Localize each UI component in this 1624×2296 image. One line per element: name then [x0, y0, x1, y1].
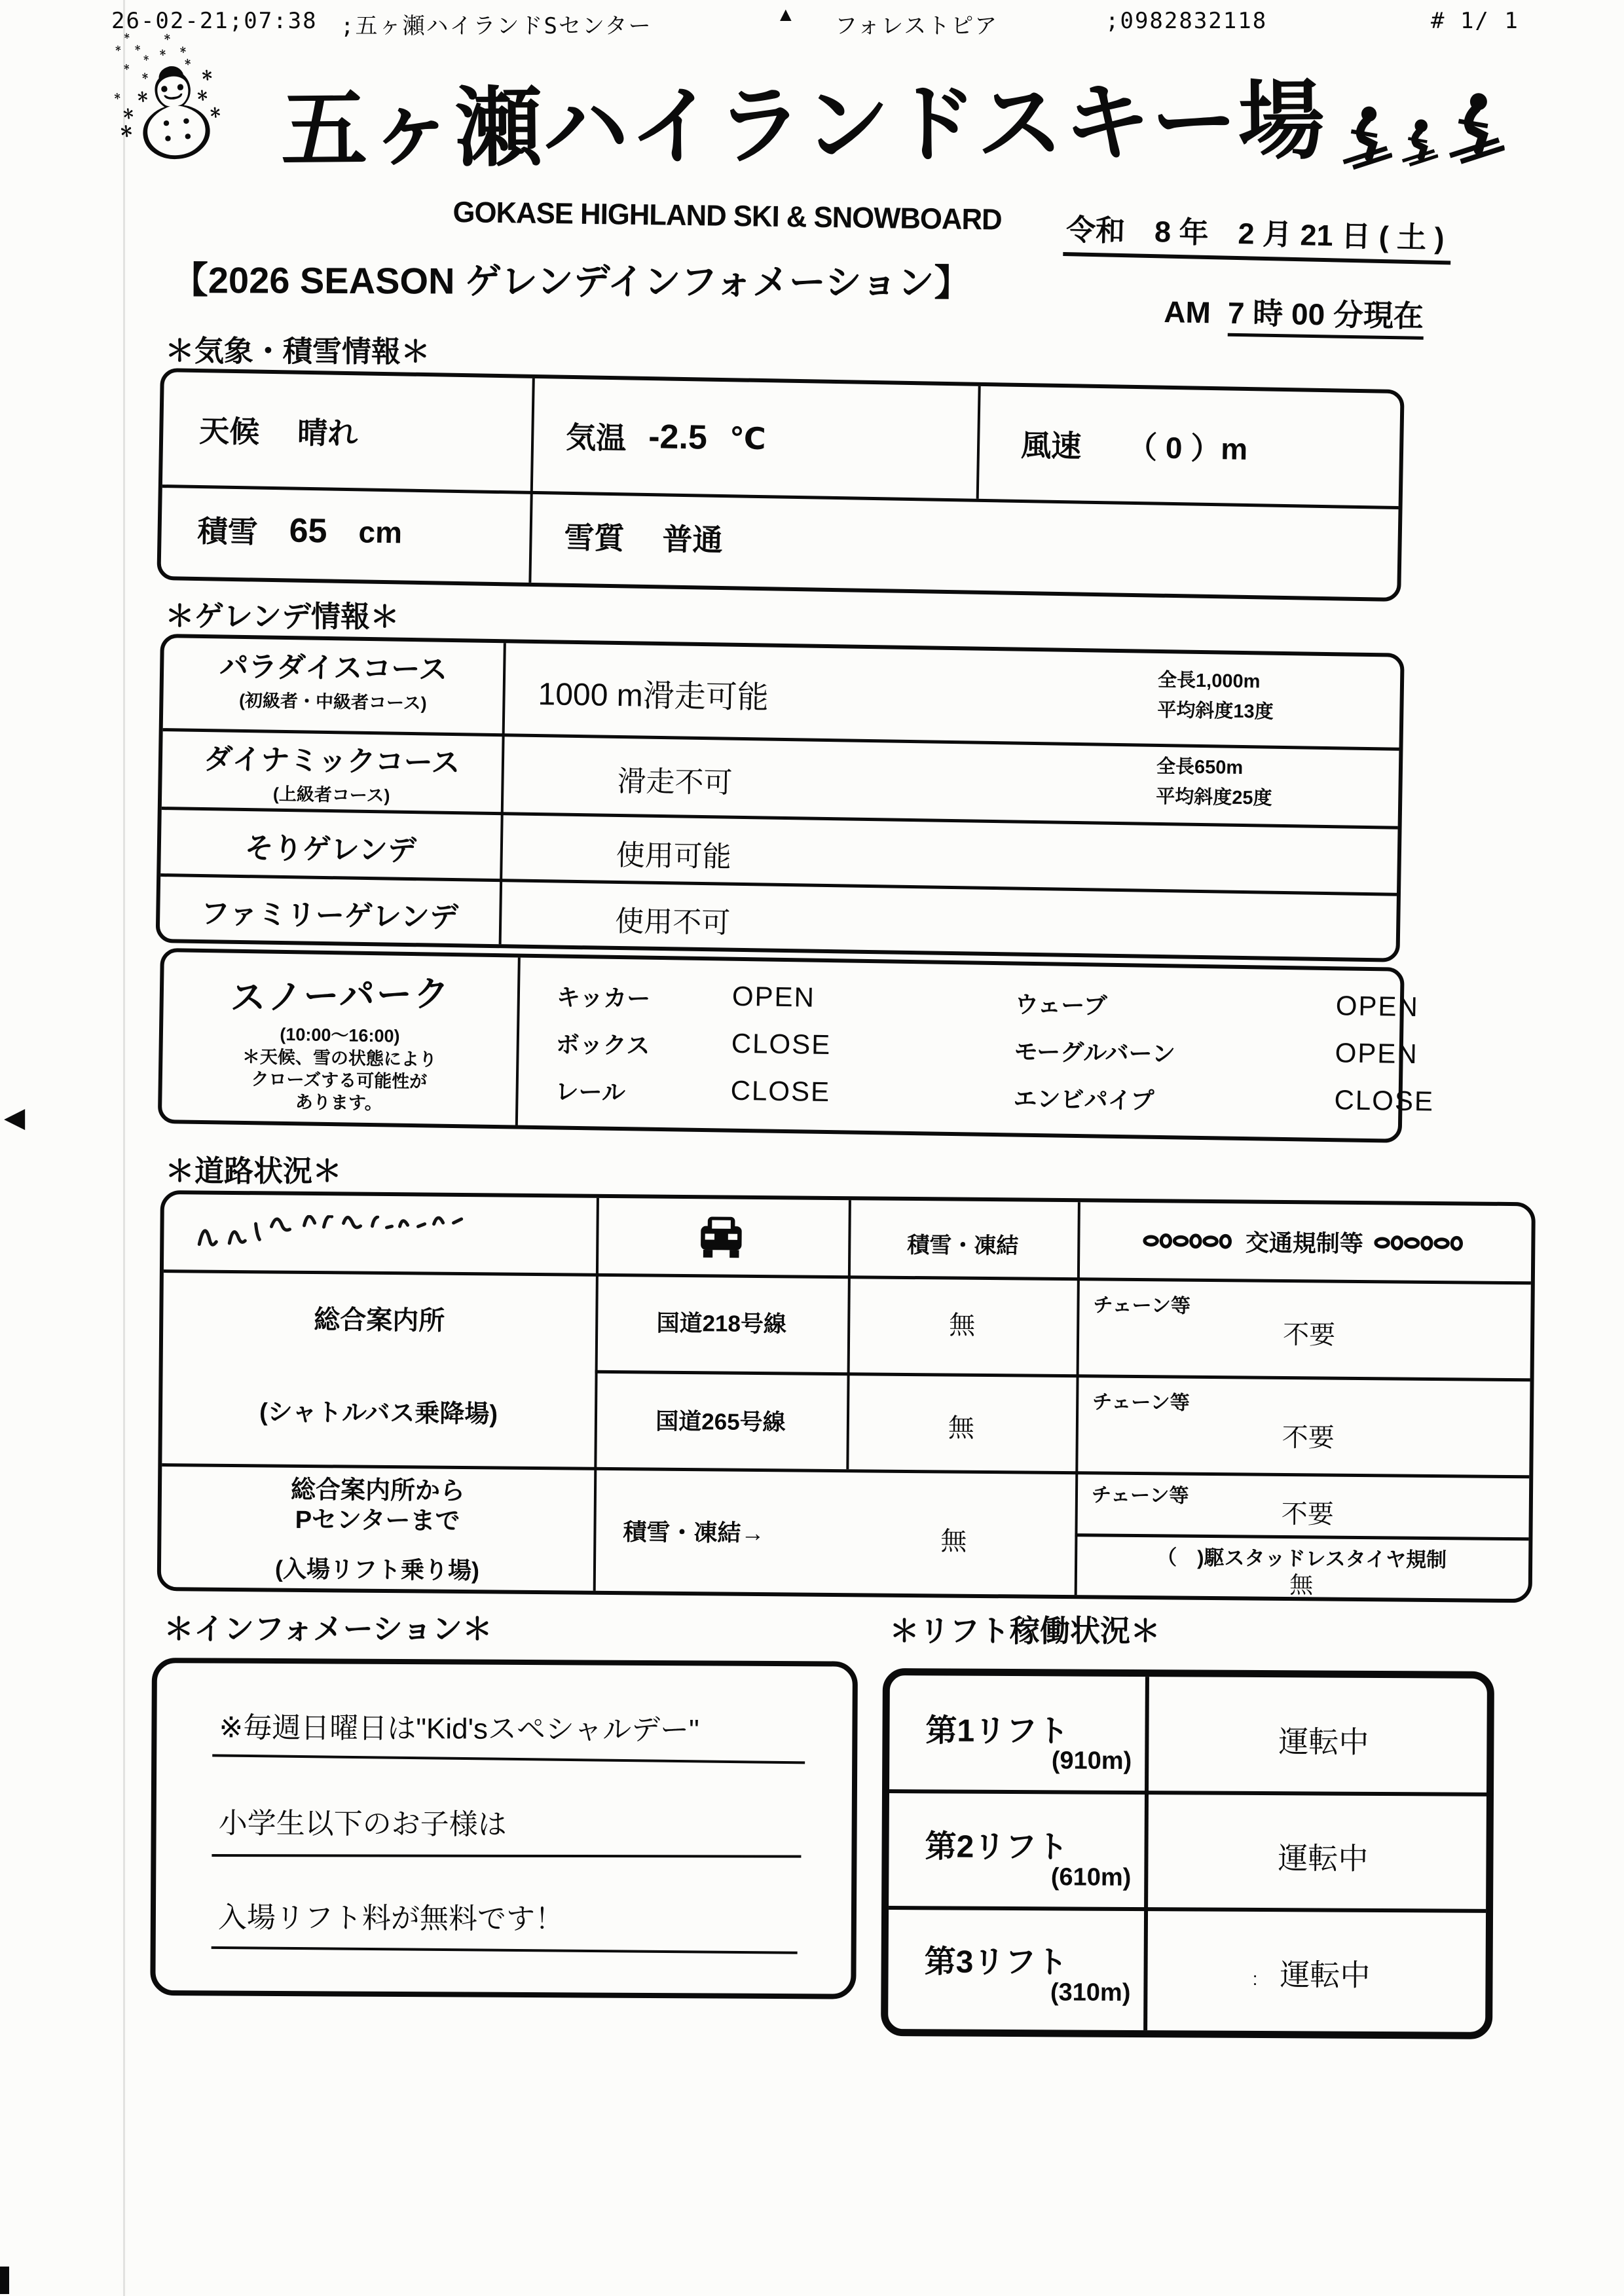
report-time-value: 7 時 00 分現在 — [1227, 296, 1424, 340]
info-underline — [212, 1854, 801, 1858]
course-sub: (初級者・中級者コース) — [238, 690, 427, 714]
road-chain-label: チェーン等 — [1092, 1391, 1190, 1414]
park-item-label: キッカー — [556, 983, 651, 1012]
report-time — [1164, 288, 1424, 336]
road-snow-value: 無 — [948, 1413, 975, 1443]
scan-artifact-line — [123, 0, 125, 2296]
weather-quality-cell — [563, 492, 723, 582]
temp-unit: ℃ — [729, 421, 767, 456]
snowpark-note: ＊天候、雪の状態により クローズする可能性が あります。 — [242, 1046, 437, 1113]
lifts-heading: ＊リフト稼働状況＊ — [889, 1614, 1160, 1648]
snowpark-hours: (10:00～16:00) — [280, 1024, 400, 1046]
car-icon — [695, 1213, 747, 1260]
skier-child-icon — [1397, 117, 1439, 168]
course-name: そりゲレンデ — [244, 832, 417, 867]
lift-name: 第1リフト — [925, 1713, 1069, 1749]
skier-icon — [1336, 102, 1393, 170]
season-title: 【2026 SEASON ゲレンデインフォメーション】 — [171, 259, 971, 304]
temp-label: 気温 — [565, 420, 627, 456]
road-table — [157, 1190, 1536, 1603]
scan-artifact-mark — [0, 2267, 9, 2294]
road-place: 総合案内所から Pセンターまで — [290, 1476, 466, 1535]
course-status: 1000 m滑走可能 — [538, 677, 769, 716]
course-spec: 全長650m 平均斜度25度 — [1156, 756, 1272, 810]
park-item-status: CLOSE — [1334, 1084, 1435, 1117]
road-route: 国道265号線 — [655, 1408, 786, 1436]
sky-value: 晴れ — [297, 415, 358, 451]
lift-status: : 運転中 — [1252, 1958, 1371, 1992]
road-place-sub: (シャトルバス乗降場) — [259, 1398, 498, 1429]
course-name: ファミリーゲレンデ — [200, 898, 459, 934]
park-item-status: CLOSE — [730, 1074, 831, 1108]
gelande-table — [156, 634, 1405, 962]
wind-label: 風速 — [1020, 428, 1082, 464]
information-box — [150, 1658, 858, 1999]
road-snow-value: 無 — [949, 1311, 976, 1340]
quality-label: 雪質 — [564, 520, 625, 556]
park-item-label: モーグルバーン — [1014, 1038, 1176, 1068]
snow-value: 65 — [289, 511, 328, 551]
course-spec: 全長1,000m 平均斜度13度 — [1157, 669, 1274, 723]
road-header-snow: 積雪・凍結 — [907, 1232, 1019, 1259]
info-underline — [212, 1946, 798, 1954]
park-item-status: OPEN — [731, 980, 816, 1013]
fax-phone: ;0982832118 — [1105, 8, 1268, 34]
temp-value: -2.5 — [648, 418, 708, 457]
course-name: ダイナミックコース — [204, 743, 460, 780]
road-tire-label: （ )駆スタッドレスタイヤ規制 — [1156, 1546, 1447, 1572]
snowpark-table — [158, 948, 1435, 1143]
wind-value: （ 0 ）m — [1126, 429, 1248, 466]
fax-timestamp: 26-02-21;07:38 — [111, 8, 318, 34]
road-header-regulation: 交通規制等 — [1245, 1229, 1364, 1258]
info-underline — [212, 1754, 805, 1764]
snowman-icon: ☃ — [96, 26, 239, 196]
information-heading: ＊インフォメーション＊ — [164, 1612, 492, 1646]
weather-sky-cell — [198, 373, 359, 488]
road-snow-label: 積雪・凍結→ — [623, 1518, 765, 1547]
park-item-label: ウェーブ — [1014, 991, 1107, 1019]
course-status: 使用不可 — [614, 905, 731, 939]
road-chain-label: チェーン等 — [1091, 1484, 1189, 1507]
park-item-status: OPEN — [1335, 990, 1420, 1023]
weather-table — [157, 368, 1404, 602]
info-line: ※毎週日曜日は"Kid'sスペシャルデー" — [219, 1711, 699, 1747]
fax-marker-icon: ▲ — [776, 4, 796, 26]
lift-status: 運転中 — [1278, 1841, 1369, 1876]
fax-page-number: # 1/ 1 — [1431, 8, 1519, 34]
margin-arrow-icon: ◀ — [4, 1102, 26, 1133]
road-heading: ＊道路状況＊ — [165, 1154, 342, 1188]
road-route: 国道218号線 — [656, 1310, 787, 1338]
course-sub: (上級者コース) — [272, 784, 390, 806]
park-item-status: OPEN — [1335, 1037, 1419, 1070]
snowpark-title: スノーパーク — [229, 974, 452, 1018]
road-header-regulation-cell — [1077, 1202, 1532, 1281]
report-date: 令和 8 年 2 月 21 日 ( 土 ) — [1063, 206, 1451, 264]
handwritten-scribble — [191, 1214, 572, 1256]
park-item-label: ボックス — [555, 1030, 650, 1059]
skier-icon — [1441, 88, 1505, 165]
snowpark-left-cell — [162, 965, 517, 1117]
lift-name: 第3リフト — [924, 1944, 1068, 1980]
park-item-label: レール — [555, 1078, 626, 1106]
info-line: 入場リフト料が無料です！ — [217, 1901, 564, 1936]
lift-status: 運転中 — [1278, 1724, 1369, 1759]
fax-sender: ;五ヶ瀬ハイランドSセンター — [341, 13, 652, 39]
snow-label: 積雪 — [197, 514, 259, 549]
lift-length: (610m) — [1050, 1863, 1132, 1891]
course-status: 滑走不可 — [617, 765, 733, 799]
weather-snow-cell — [197, 485, 403, 576]
sky-label: 天候 — [198, 414, 260, 449]
road-chain-label: チェーン等 — [1093, 1294, 1191, 1317]
road-snow-value: 無 — [940, 1527, 967, 1556]
park-item-label: エンビパイプ — [1013, 1085, 1154, 1114]
skiers-illustration — [1335, 88, 1505, 170]
fax-station: フォレストピア — [835, 13, 999, 39]
road-place: 総合案内所 — [314, 1305, 445, 1336]
chain-icon — [1374, 1233, 1466, 1253]
lift-length: (310m) — [1050, 1978, 1131, 2007]
road-regulation-value: 不要 — [1282, 1320, 1336, 1350]
gelande-heading: ＊ゲレンデ情報＊ — [164, 599, 400, 634]
weather-wind-cell — [1020, 387, 1249, 503]
road-regulation-value: 不要 — [1281, 1499, 1334, 1529]
road-regulation-value: 不要 — [1282, 1423, 1335, 1453]
lifts-table — [881, 1668, 1494, 2039]
report-time-prefix: AM — [1163, 294, 1211, 330]
resort-subtitle: GOKASE HIGHLAND SKI & SNOWBOARD — [452, 195, 1003, 236]
course-name: パラダイスコース — [219, 650, 448, 686]
weather-temp-cell — [565, 379, 767, 495]
weather-heading: ＊気象・積雪情報＊ — [164, 334, 431, 369]
road-tire-value: 無 — [1289, 1571, 1314, 1599]
course-row — [162, 735, 502, 809]
course-row — [163, 642, 504, 716]
resort-title: 五ヶ瀬ハイランドスキー場 — [280, 73, 1326, 178]
snow-unit: cm — [358, 515, 403, 550]
lift-name: 第2リフト — [925, 1829, 1069, 1865]
quality-value: 普通 — [662, 522, 723, 558]
chain-icon — [1143, 1231, 1235, 1251]
park-item-status: CLOSE — [731, 1027, 832, 1061]
info-line: 小学生以下のお子様は — [218, 1807, 507, 1841]
road-place-sub: (入場リフト乗り場) — [274, 1555, 480, 1584]
course-status: 使用可能 — [616, 839, 732, 873]
lift-length: (910m) — [1051, 1747, 1132, 1775]
